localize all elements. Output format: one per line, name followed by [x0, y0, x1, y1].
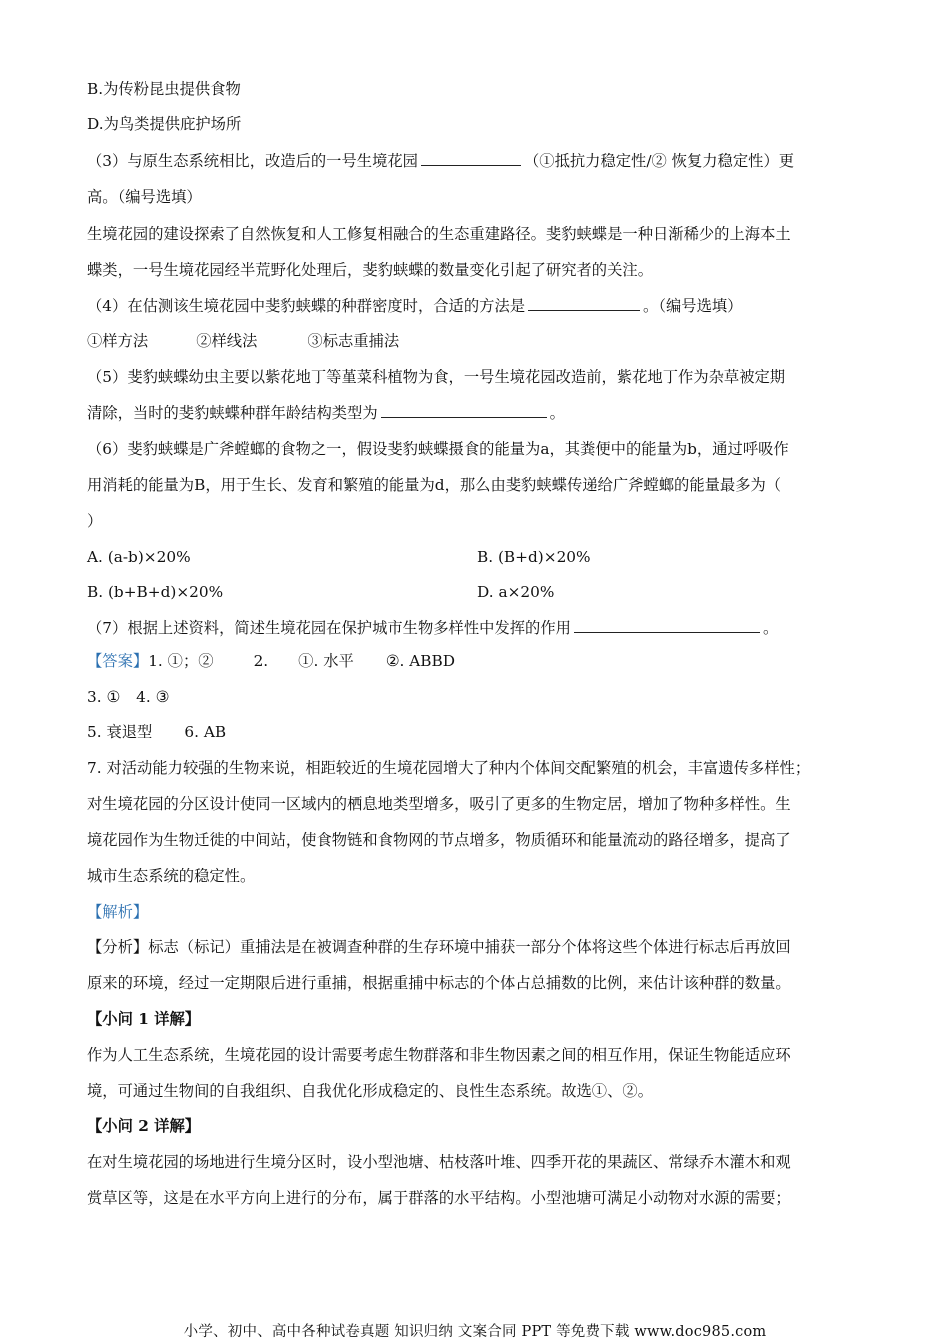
option-d-line: D.为鸟类提供庇护场所: [87, 115, 242, 133]
sub-question-1-line-2: 境，可通过生物间的自我组织、自我优化形成稳定的、良性生态系统。故选①、②。: [87, 1082, 653, 1100]
answer-line-2: 3. ① 4. ③: [87, 688, 170, 706]
answer-line-3: 5. 衰退型 6. AB: [87, 723, 227, 741]
question-4-line: （4）在估测该生境花园中斐豹蛱蝶的种群密度时，合适的方法是 。（编号选填）: [87, 297, 743, 315]
answer-label: 【答案】: [87, 652, 149, 670]
answer-7-line: 7. 对活动能力较强的生物来说，相距较近的生境花园增大了种内个体间交配繁殖的机会，丰富遗传多样性；: [87, 759, 811, 777]
option-b: B. (B+d)×20%: [477, 548, 591, 566]
analysis-label: 【解析】: [87, 903, 149, 921]
question-6-line-3: ）: [87, 512, 103, 530]
sub-question-1-line: 作为人工生态系统，生境花园的设计需要考虑生物群落和非生物因素之间的相互作用，保证生物能适应环: [87, 1046, 791, 1064]
question-6-line-2: 用消耗的能量为B，用于生长、发育和繁殖的能量为d，那么由斐豹蛱蝶传递给广斧螳螂的能量最多为（: [87, 476, 782, 494]
option-d: D. a×20%: [477, 583, 555, 601]
question-3-line-2: 高。（编号选填）: [87, 188, 202, 206]
answer-blank: [528, 295, 640, 311]
paragraph-line: 生境花园的建设探索了自然恢复和人工修复相融合的生态重建路径。斐豹蛱蝶是一种日渐稀少的上海本土: [87, 225, 791, 243]
option-b-line: B.为传粉昆虫提供食物: [87, 80, 241, 98]
question-5-line: （5）斐豹蛱蝶幼虫主要以紫花地丁等堇菜科植物为食，一号生境花园改造前，紫花地丁作为杂草被定期: [87, 368, 786, 386]
answer-7-line-2: 对生境花园的分区设计使同一区域内的栖息地类型增多，吸引了更多的生物定居，增加了物种多样性。生: [87, 795, 791, 813]
analysis-line: 【分析】标志（标记）重捕法是在被调查种群的生存环境中捕获一部分个体将这些个体进行标志后再放回: [87, 938, 791, 956]
answer-blank: [421, 150, 521, 166]
answer-blank: [381, 402, 547, 418]
question-3-line: （3）与原生态系统相比，改造后的一号生境花园 （①抵抗力稳定性/② 恢复力稳定性）更: [87, 152, 795, 170]
question-7-line: （7）根据上述资料，简述生境花园在保护城市生物多样性中发挥的作用 。: [87, 619, 779, 637]
question-6-options-row-2: [87, 581, 865, 603]
answer-7-line-4: 城市生态系统的稳定性。: [87, 867, 256, 885]
sub-question-2-line: 在对生境花园的场地进行生境分区时，设小型池塘、枯枝落叶堆、四季开花的果蔬区、常绿乔木灌木和观: [87, 1153, 791, 1171]
answer-line: 【答案】1. ①；② 2. ①. 水平 ②. ABBD: [87, 652, 456, 670]
answer-blank: [574, 617, 760, 633]
sub-question-2-line-2: 赏草区等，这是在水平方向上进行的分布，属于群落的水平结构。小型池塘可满足小动物对水源的需要；: [87, 1189, 791, 1207]
page-footer: 小学、初中、高中各种试卷真题 知识归纳 文案合同 PPT 等免费下载 www.doc985.com: [183, 1324, 767, 1340]
option-a: A. (a-b)×20%: [87, 548, 191, 566]
sub-question-2-heading: 【小问 2 详解】: [87, 1117, 201, 1135]
question-4-options: ①样方法 ②样线法 ③标志重捕法: [87, 332, 400, 350]
question-5-line-2: 清除，当时的斐豹蛱蝶种群年龄结构类型为 。: [87, 404, 565, 422]
sub-question-1-heading: 【小问 1 详解】: [87, 1010, 201, 1028]
question-6-options-row-1: [87, 546, 865, 568]
question-6-line: （6）斐豹蛱蝶是广斧螳螂的食物之一，假设斐豹蛱蝶摄食的能量为a，其粪便中的能量为b，通过呼吸作: [87, 440, 789, 458]
option-c: B. (b+B+d)×20%: [87, 583, 224, 601]
analysis-line-2: 原来的环境，经过一定期限后进行重捕，根据重捕中标志的个体占总捕数的比例，来估计该种群的数量。: [87, 974, 791, 992]
answer-7-line-3: 境花园作为生物迁徙的中间站，使食物链和食物网的节点增多，物质循环和能量流动的路径增多，提高了: [87, 831, 791, 849]
paragraph-line: 蝶类，一号生境花园经半荒野化处理后，斐豹蛱蝶的数量变化引起了研究者的关注。: [87, 261, 653, 279]
